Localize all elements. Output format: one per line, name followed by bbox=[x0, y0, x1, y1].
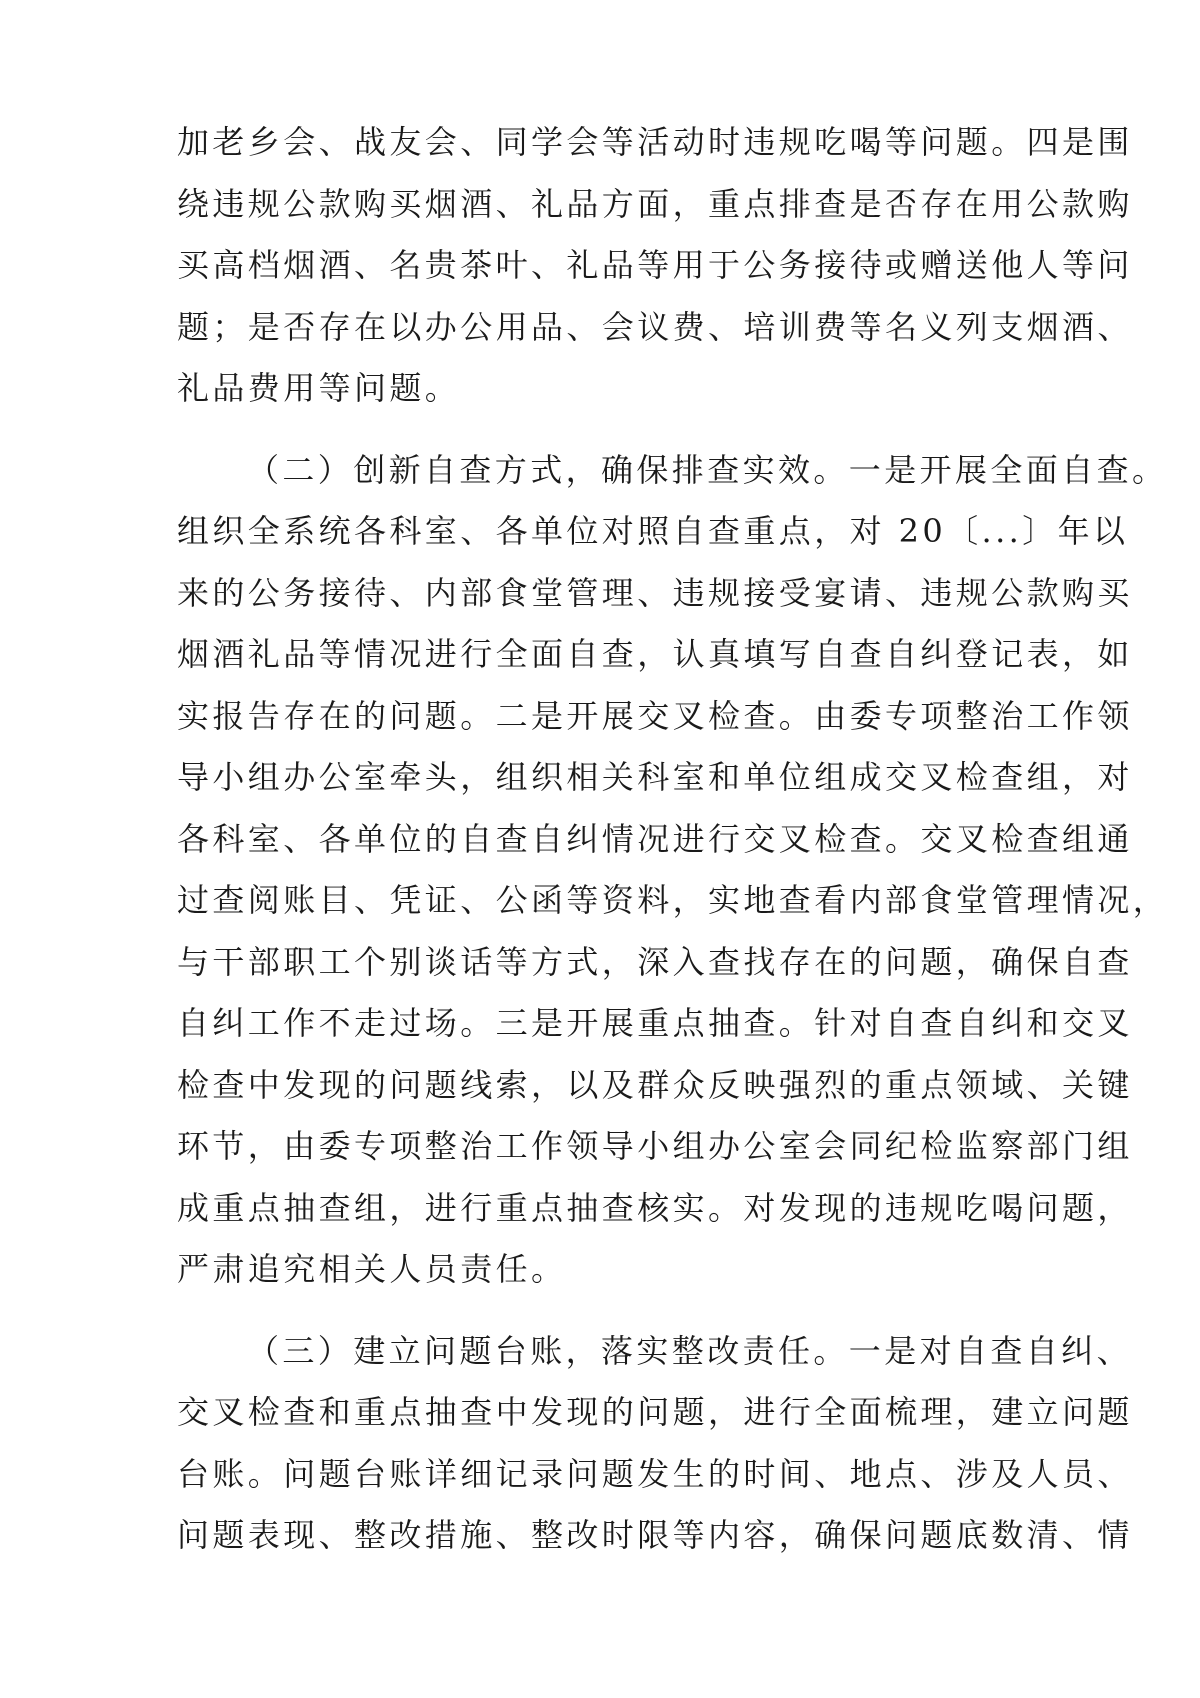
text-line: 来的公务接待、内部食堂管理、违规接受宴请、违规公款购买 bbox=[177, 573, 1133, 612]
text-line: 交叉检查和重点抽查中发现的问题，进行全面梳理，建立问题 bbox=[177, 1393, 1133, 1431]
paragraph-1 bbox=[177, 112, 1133, 420]
paragraph-spacer bbox=[177, 1301, 1037, 1321]
text-line: 实报告存在的问题。二是开展交叉检查。由委专项整治工作领 bbox=[177, 696, 1133, 735]
text-line: 过查阅账目、凭证、公函等资料，实地查看内部食堂管理情况， bbox=[177, 881, 1169, 919]
text-line: 导小组办公室牵头，组织相关科室和单位组成交叉检查组，对 bbox=[177, 758, 1133, 796]
paragraph-spacer bbox=[177, 420, 1037, 440]
text-line: 严肃追究相关人员责任。 bbox=[177, 1250, 567, 1288]
text-line: 组织全系统各科室、各单位对照自查重点，对 20〔...〕年以 bbox=[177, 512, 1129, 550]
text-line: 与干部职工个别谈话等方式，深入查找存在的问题，确保自查 bbox=[177, 942, 1133, 981]
paragraph-heading-line: （三）建立问题台账，落实整改责任。一是对自查自纠、 bbox=[247, 1331, 1133, 1370]
text-line: 礼品费用等问题。 bbox=[177, 369, 461, 407]
text-line: 烟酒礼品等情况进行全面自查，认真填写自查自纠登记表，如 bbox=[177, 635, 1133, 673]
text-line: 成重点抽查组，进行重点抽查核实。对发现的违规吃喝问题， bbox=[177, 1188, 1133, 1227]
paragraph-heading-line: （二）创新自查方式，确保排查实效。一是开展全面自查。 bbox=[247, 450, 1168, 489]
text-line: 自纠工作不走过场。三是开展重点抽查。针对自查自纠和交叉 bbox=[177, 1004, 1133, 1042]
text-line: 绕违规公款购买烟酒、礼品方面，重点排查是否存在用公款购 bbox=[177, 184, 1133, 223]
paragraph-2 bbox=[177, 440, 1169, 1301]
text-line: 题；是否存在以办公用品、会议费、培训费等名义列支烟酒、 bbox=[177, 307, 1133, 346]
paragraph-3 bbox=[177, 1321, 1133, 1567]
text-line: 加老乡会、战友会、同学会等活动时违规吃喝等问题。四是围 bbox=[177, 123, 1133, 161]
text-line: 各科室、各单位的自查自纠情况进行交叉检查。交叉检查组通 bbox=[177, 819, 1133, 858]
text-line: 检查中发现的问题线索，以及群众反映强烈的重点领域、关键 bbox=[177, 1065, 1133, 1104]
text-line: 买高档烟酒、名贵茶叶、礼品等用于公务接待或赠送他人等问 bbox=[177, 246, 1133, 284]
text-line: 环节，由委专项整治工作领导小组办公室会同纪检监察部门组 bbox=[177, 1127, 1133, 1165]
text-line: 台账。问题台账详细记录问题发生的时间、地点、涉及人员、 bbox=[177, 1454, 1133, 1493]
document-body bbox=[177, 112, 1169, 1567]
text-line: 问题表现、整改措施、整改时限等内容，确保问题底数清、情 bbox=[177, 1516, 1133, 1554]
